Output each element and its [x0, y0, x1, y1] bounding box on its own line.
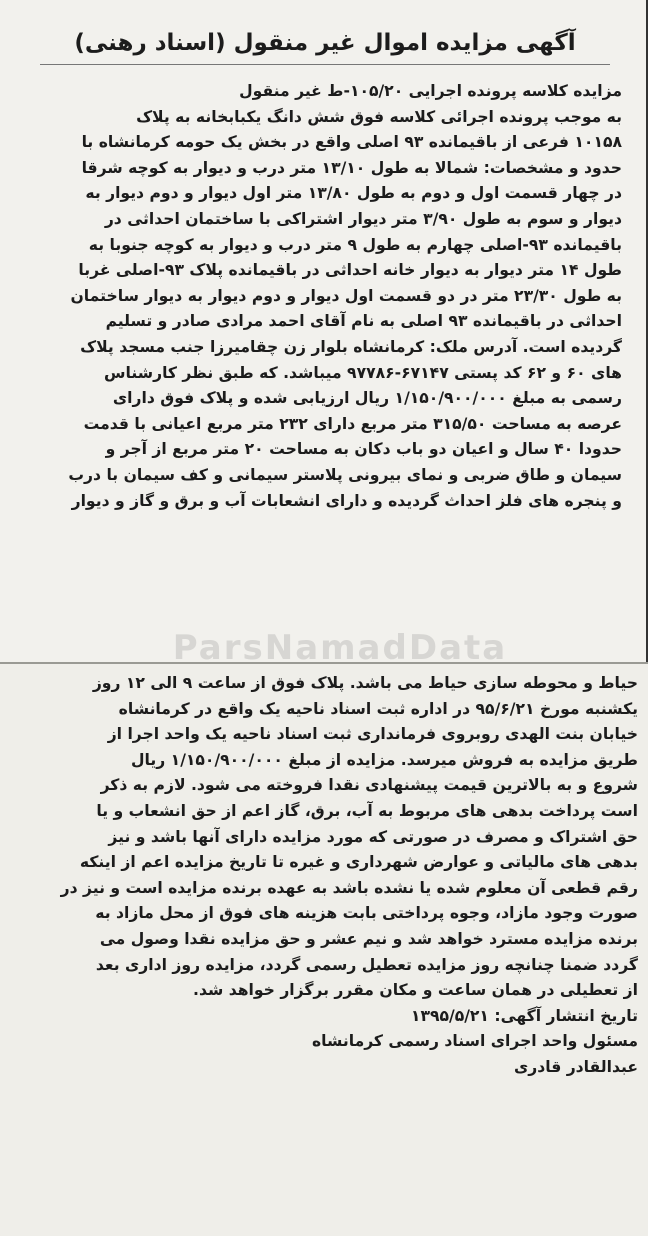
body-line: صورت وجود مازاد، وجوه پرداختی بابت هزینه های فوق از محل مازاد به [95, 904, 638, 923]
body-line: به طول ۲۳/۳۰ متر در دو قسمت اول دیوار و دوم دیوار به دیوار ساختمان [70, 286, 622, 305]
body-line: سیمان و طاق ضربی و نمای بیرونی پلاستر سیمانی و کف سیمان با درب [68, 465, 622, 484]
body-line: طریق مزایده به فروش میرسد. مزایده از مبلغ ۱/۱۵۰/۹۰۰/۰۰۰ ریال [131, 750, 638, 769]
body-line: است پرداخت بدهی های مربوط به آب، برق، گاز اعم از حق انشعاب و یا [96, 801, 638, 820]
body-line: حدود و مشخصات: شمالا به طول ۱۳/۱۰ متر درب و دیوار به کوچه شرقا [81, 158, 622, 177]
body-line: رسمی به مبلغ ۱/۱۵۰/۹۰۰/۰۰۰ ریال ارزیابی شده و پلاک فوق دارای [112, 389, 622, 408]
body-line: برنده مزایده مسترد خواهد شد و نیم عشر و حق مزایده نقدا وصول می [99, 929, 638, 948]
notice-body-bottom [12, 671, 638, 1081]
body-line: های ۶۰ و ۶۲ کد پستی ۶۷۱۴۷-۹۷۷۸۶ میباشد. که طبق نظر کارشناس [104, 363, 622, 382]
body-line: دیوار و سوم به طول ۳/۹۰ متر دیوار اشتراکی با ساختمان احداثی در [104, 209, 622, 228]
body-line: باقیمانده ۹۳-اصلی چهارم به طول ۹ متر درب و دیوار به کوچه جنوبا به [88, 235, 622, 254]
body-line: ۱۰۱۵۸ فرعی از باقیمانده ۹۳ اصلی واقع در بخش یک حومه کرمانشاه با [81, 133, 622, 152]
notice-body-top [12, 79, 622, 514]
notice-title: آگهی مزایده اموال غیر منقول (اسناد رهنی) [40, 22, 610, 65]
body-line: احداثی در باقیمانده ۹۳ اصلی به نام آقای احمد مرادی صادر و تسلیم [105, 312, 622, 331]
body-line: یکشنبه مورخ ۹۵/۶/۲۱ در اداره ثبت اسناد ناحیه یک واقع در کرمانشاه [118, 699, 638, 718]
body-line: طول ۱۴ متر دیوار به دیوار خانه احداثی در باقیمانده پلاک ۹۳-اصلی غربا [78, 261, 622, 280]
signer-name: عبدالقادر قادری [513, 1057, 638, 1076]
body-line: حدودا ۴۰ سال و اعیان دو باب دکان به مساحت ۲۰ متر مربع از آجر و [105, 440, 622, 459]
body-line: عرصه به مساحت ۳۱۵/۵۰ متر مربع دارای ۲۳۲ متر مربع اعیانی با قدمت [83, 414, 622, 433]
body-line: حق اشتراک و مصرف در صورتی که مورد مزایده دارای آنها باشد و نیز [108, 827, 638, 846]
body-line: گردیده است. آدرس ملک: کرمانشاه بلوار زن چقامیرزا جنب مسجد پلاک [80, 337, 622, 356]
body-line: در چهار قسمت اول و دوم به طول ۱۳/۸۰ متر اول دیوار و دوم دیوار به [85, 184, 622, 203]
publish-date: تاریخ انتشار آگهی: ۱۳۹۵/۵/۲۱ [410, 1006, 638, 1025]
body-line: از تعطیلی در همان ساعت و مکان مقرر برگزار خواهد شد. [193, 981, 638, 1000]
body-line: حیاط و محوطه سازی حیاط می باشد. پلاک فوق از ساعت ۹ الی ۱۲ روز [92, 674, 638, 692]
body-line: خیابان بنت الهدی روبروی فرمانداری ثبت اسناد ناحیه یک واحد اجرا از [107, 725, 638, 744]
official-title: مسئول واحد اجرای اسناد رسمی کرمانشاه [311, 1032, 638, 1051]
body-line: گردد ضمنا چنانچه روز مزایده تعطیل رسمی گردد، مزایده روز اداری بعد [95, 955, 638, 974]
body-line: و پنجره های فلز احداث گردیده و دارای انشعابات آب و برق و گاز و دیوار [71, 491, 622, 510]
body-line: به موجب پرونده اجرائی کلاسه فوق شش دانگ یکبابخانه به پلاک [136, 107, 622, 126]
body-line: شروع و به بالاترین قیمت پیشنهادی نقدا فروخته می شود. لازم به ذکر [100, 776, 638, 795]
body-line: مزایده کلاسه پرونده اجرایی ۱۰۵/۲۰-ط غیر منقول [239, 82, 622, 100]
body-line: رقم قطعی آن معلوم شده یا نشده باشد به عهده برنده مزایده است و نیز در [60, 878, 638, 897]
body-line: بدهی های مالیاتی و عوارض شهرداری و غیره تا تاریخ مزایده اعم از اینکه [79, 853, 638, 872]
watermark: ParsNamadData [172, 628, 508, 668]
